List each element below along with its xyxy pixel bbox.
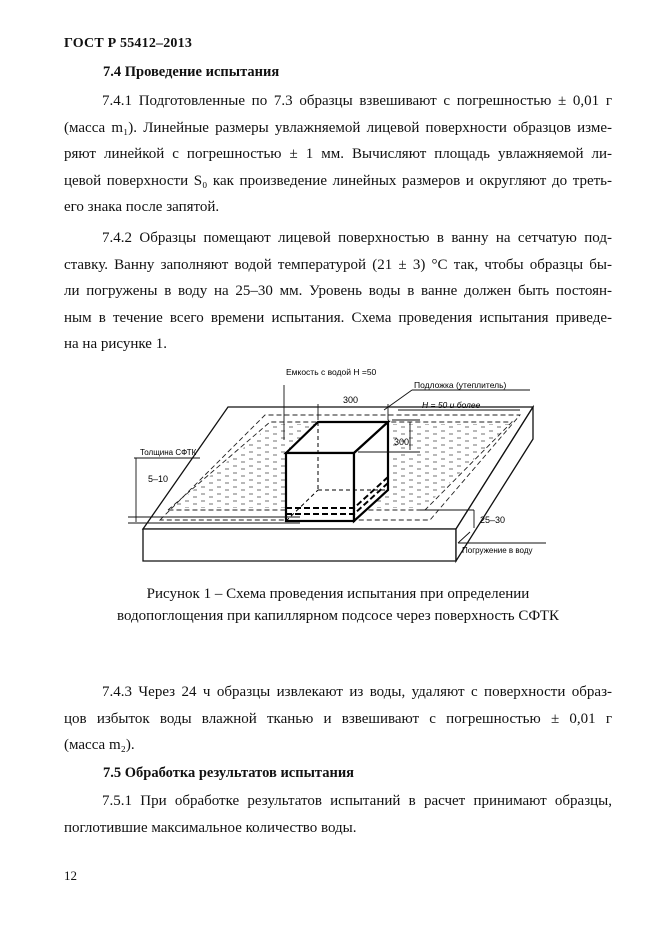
text-line: на на рисунке 1. [64, 336, 167, 352]
text-line: (масса m₂). [64, 737, 135, 753]
caption-line: Рисунок 1 – Схема проведения испытания при определении [146, 586, 530, 602]
text-line: ставку. Ванну заполняют водой температурой (21 ± 3) °C так, чтобы образцы бы- [64, 256, 612, 273]
figure-1-diagram [0, 360, 661, 575]
label-support-height: H = 50 и более [422, 400, 481, 410]
paragraph-7-4-2 [64, 225, 612, 358]
label-width: 300 [343, 395, 359, 405]
document-header: ГОСТ Р 55412–2013 [64, 36, 193, 51]
figure-caption [64, 583, 612, 627]
text-line: цевой поверхности S₀ как произведение линейных размеров и округляют до треть- [64, 172, 612, 189]
label-container: Емкость с водой H =50 [286, 367, 377, 377]
page-number: 12 [64, 868, 77, 883]
text-line: (масса m₁). Линейные размеры увлажняемой лицевой поверхности образцов изме- [64, 119, 612, 136]
text-line: ным в течение всего времени испытания. Схема проведения испытания приведе- [64, 309, 612, 326]
label-thickness-title: Толщина СФТК [140, 448, 197, 457]
label-immersion: Погружение в воду [462, 546, 533, 555]
label-support: Подложка (утеплитель) [414, 380, 507, 390]
text-line: 7.4.2 Образцы помещают лицевой поверхностью в ванну на сетчатую под- [102, 230, 612, 246]
text-line: 7.4.3 Через 24 ч образцы извлекают из воды, удаляют с поверхности образ- [102, 684, 612, 700]
label-immersion-value: 25–30 [480, 515, 506, 525]
section-7-4-title: 7.4 Проведение испытания [103, 64, 280, 80]
text-line: ли погружены в воду на 25–30 мм. Уровень воды в ванне должен быть постоян- [64, 283, 612, 299]
section-7-5-title: 7.5 Обработка результатов испытания [103, 765, 355, 781]
label-thickness-value: 5–10 [148, 474, 169, 484]
text-line: цов избыток воды влажной тканью и взвешивают с погрешностью ± 0,01 г [64, 710, 612, 727]
caption-line: водопоглощения при капиллярном подсосе через поверхность СФТК [117, 608, 559, 624]
text-line: ряют линейкой с погрешностью ± 1 мм. Вычисляют площадь увлажняемой ли- [64, 146, 612, 162]
text-line: 7.5.1 При обработке результатов испытаний в расчет принимают образцы, [102, 793, 612, 809]
paragraph-7-4-1 [64, 88, 612, 221]
text-line: 7.4.1 Подготовленные по 7.3 образцы взвешивают с погрешностью ± 0,01 г [102, 93, 612, 109]
text-line: его знака после запятой. [64, 199, 220, 215]
label-depth: 300 [394, 437, 410, 447]
paragraph-7-5-1 [64, 788, 612, 841]
text-line: поглотившие максимальное количество воды. [64, 819, 357, 836]
paragraph-7-4-3 [64, 679, 612, 759]
